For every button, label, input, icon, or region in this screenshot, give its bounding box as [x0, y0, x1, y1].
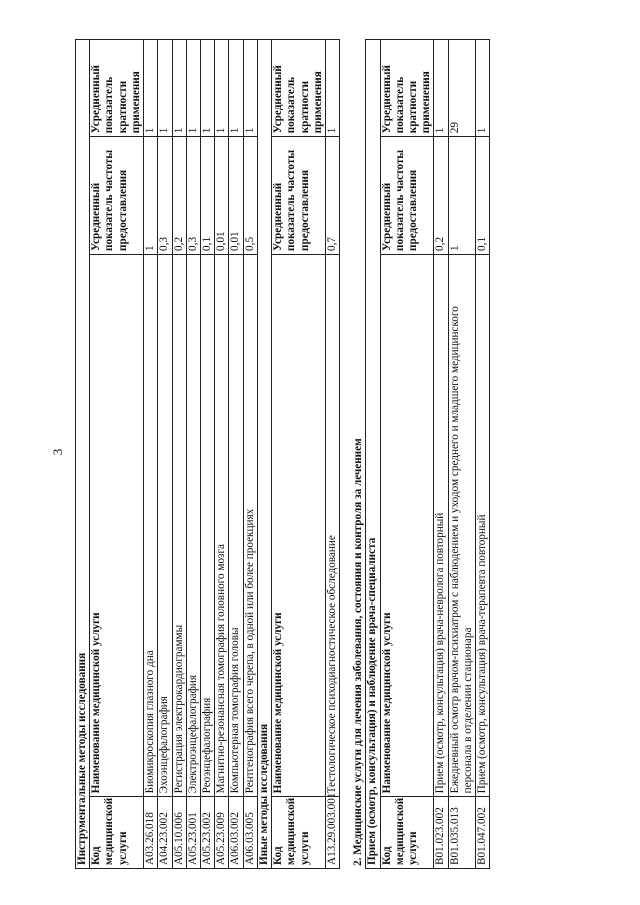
- other-rows: [325, 40, 339, 869]
- instrumental-methods-table: [75, 39, 258, 869]
- cell-code: A05.23.009: [215, 797, 229, 869]
- cell-mult: 1: [476, 40, 490, 137]
- cell-code: B01.023.002: [434, 797, 448, 869]
- table-row: [200, 40, 214, 869]
- page-number: 3: [50, 448, 65, 456]
- cell-code: A04.23.002: [158, 797, 172, 869]
- cell-mult: 1: [229, 40, 243, 137]
- subsection-title-consultation: Прием (осмотр, консультация) и наблюдение врача-специалиста: [365, 39, 379, 869]
- table-row: [325, 40, 339, 869]
- header-freq: Усредненный показатель частоты предоставления: [380, 137, 434, 255]
- cell-code: A05.23.002: [200, 797, 214, 869]
- cell-mult: 1: [200, 40, 214, 137]
- cell-name: Прием (осмотр, консультация) врача-невролога повторный: [434, 254, 448, 796]
- cell-mult: 1: [172, 40, 186, 137]
- cell-freq: 0,01: [229, 137, 243, 255]
- section-title-other: Иные методы исследования: [257, 40, 271, 869]
- treatment-rows: [434, 40, 490, 869]
- table-row: [144, 40, 158, 869]
- cell-mult: 1: [434, 40, 448, 137]
- section-title-treatment: 2. Медицинские услуги для лечения заболевания, состояния и контроля за лечением: [352, 438, 365, 866]
- table-header-row: [380, 40, 434, 869]
- document-sheet: [75, 39, 605, 869]
- cell-code: B01.035.013: [448, 797, 475, 869]
- header-name: Наименование медицинской услуги: [380, 254, 434, 796]
- treatment-table: [380, 39, 491, 869]
- table-header-row: [90, 40, 144, 869]
- cell-freq: 0,1: [200, 137, 214, 255]
- cell-name: Реоэнцефалография: [200, 254, 214, 796]
- header-code: Код медицинской услуги: [272, 797, 326, 869]
- table-row: [186, 40, 200, 869]
- cell-name: Тестологическое психодиагностическое обследование: [325, 254, 339, 796]
- header-code: Код медицинской услуги: [90, 797, 144, 869]
- cell-freq: 0,3: [186, 137, 200, 255]
- header-freq: Усредненный показатель частоты предоставления: [90, 137, 144, 255]
- header-freq: Усредненный показатель частоты предоставления: [272, 137, 326, 255]
- cell-name: Компьютерная томография головы: [229, 254, 243, 796]
- cell-mult: 1: [325, 40, 339, 137]
- cell-mult: 1: [215, 40, 229, 137]
- table-row: [448, 40, 475, 869]
- table-row: [434, 40, 448, 869]
- cell-freq: 0,2: [434, 137, 448, 255]
- cell-code: A05.23.001: [186, 797, 200, 869]
- cell-name: Биомикроскопия глазного дна: [144, 254, 158, 796]
- cell-code: A06.03.005: [243, 797, 257, 869]
- header-mult: Усредненный показатель кратности применения: [272, 40, 326, 137]
- cell-freq: 1: [448, 137, 475, 255]
- table-row: [215, 40, 229, 869]
- cell-code: B01.047.002: [476, 797, 490, 869]
- cell-code: A06.03.002: [229, 797, 243, 869]
- table-row: [172, 40, 186, 869]
- cell-name: Магнитно-резонансная томография головного мозга: [215, 254, 229, 796]
- cell-mult: 1: [186, 40, 200, 137]
- cell-mult: 1: [144, 40, 158, 137]
- section-title-instrumental: Инструментальные методы исследования: [76, 40, 90, 869]
- instrumental-rows: [144, 40, 258, 869]
- cell-freq: 0,01: [215, 137, 229, 255]
- table-row: [158, 40, 172, 869]
- cell-name: Эхоэнцефалография: [158, 254, 172, 796]
- cell-name: Ежедневный осмотр врачом-психиатром с наблюдением и уходом среднего и младшего медицинского персонала в отделении стационара: [448, 254, 475, 796]
- header-mult: Усредненный показатель кратности применения: [380, 40, 434, 137]
- cell-name: Регистрация электрокардиограммы: [172, 254, 186, 796]
- other-methods-table: [257, 39, 340, 869]
- cell-freq: 0,5: [243, 137, 257, 255]
- table-header-row: [272, 40, 326, 869]
- cell-name: Рентгенография всего черепа, в одной или более проекциях: [243, 254, 257, 796]
- header-mult: Усредненный показатель кратности применения: [90, 40, 144, 137]
- cell-mult: 1: [158, 40, 172, 137]
- header-name: Наименование медицинской услуги: [90, 254, 144, 796]
- cell-name: Электроэнцефалография: [186, 254, 200, 796]
- cell-freq: 1: [144, 137, 158, 255]
- cell-freq: 0,2: [172, 137, 186, 255]
- cell-freq: 0,3: [158, 137, 172, 255]
- cell-freq: 0,1: [476, 137, 490, 255]
- header-code: Код медицинской услуги: [380, 797, 434, 869]
- cell-code: A13.29.003.001: [325, 797, 339, 869]
- cell-name: Прием (осмотр, консультация) врача-терапевта повторный: [476, 254, 490, 796]
- table-row: [243, 40, 257, 869]
- cell-code: A03.26.018: [144, 797, 158, 869]
- table-row: [229, 40, 243, 869]
- cell-mult: 29: [448, 40, 475, 137]
- cell-mult: 1: [243, 40, 257, 137]
- table-row: [476, 40, 490, 869]
- header-name: Наименование медицинской услуги: [272, 254, 326, 796]
- cell-code: A05.10.006: [172, 797, 186, 869]
- cell-freq: 0,7: [325, 137, 339, 255]
